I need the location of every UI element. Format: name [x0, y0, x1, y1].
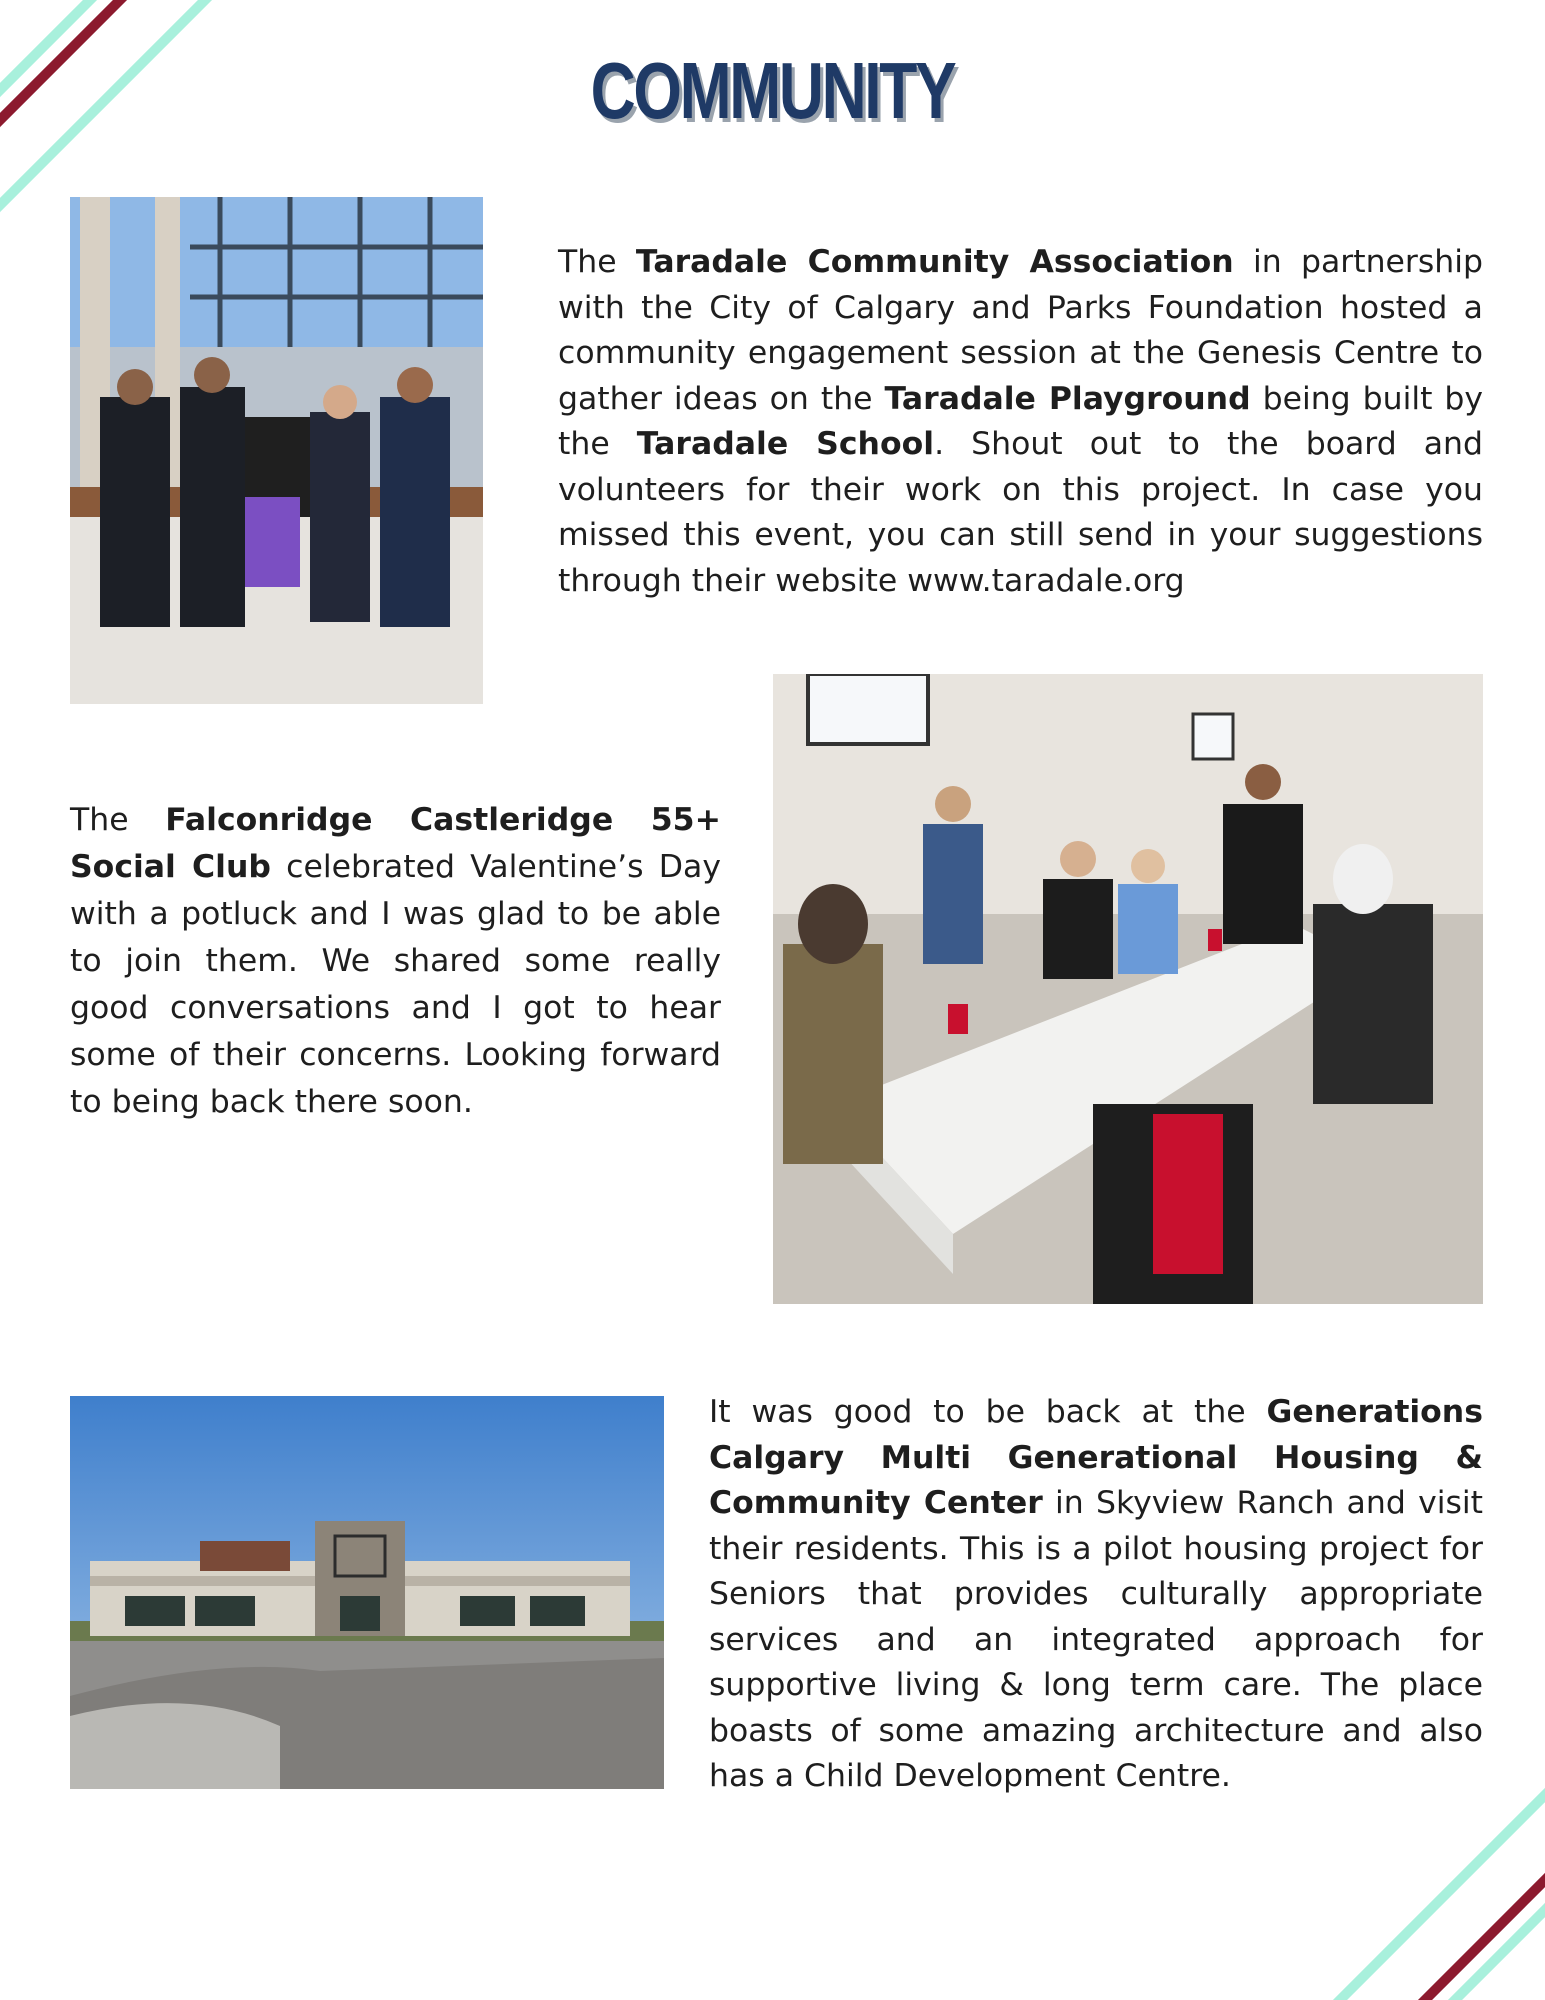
photo-seniors-potluck [773, 674, 1483, 1304]
text-span: . Shout out to the board and volunteers for their work on this project. In case you missed this event, you can still send in your suggestions through their website www.taradale.org [558, 426, 1483, 599]
text-span: in partnership with the City of Calgary and Parks Foundation hosted a community engagement session at the Genesis Centre to gather ideas on the [558, 244, 1483, 417]
highlight-taradale-school: Taradale School [636, 426, 935, 462]
highlight-taradale-community-association: Taradale Community Association [635, 244, 1234, 280]
text-span: The [558, 244, 636, 280]
text-span: The [70, 802, 166, 838]
paragraph-generations-calgary [709, 1390, 1483, 1800]
seniors-valentines-potluck-photo-icon [773, 674, 1483, 1304]
photo-taradale-playground-group [70, 197, 483, 704]
group-photo-taradale-playground-icon [70, 197, 483, 704]
paragraph-social-club-valentines [70, 797, 721, 1126]
text-span: in Skyview Ranch and visit their residents. This is a pilot housing project for Seniors that provides culturally appropriate services and an integrated approach for supportive living & long term care. The place boasts of some amazing architecture and also has a Child Development Centre. [709, 1485, 1483, 1794]
photo-generations-calgary-building [70, 1396, 664, 1789]
text-span: It was good to be back at the [709, 1394, 1267, 1430]
page-title: COMMUNITY [590, 46, 955, 135]
highlight-generations-calgary-center: Generations Calgary Multi Generational Housing & Community Center [709, 1394, 1483, 1521]
paragraph-taradale-playground [558, 240, 1483, 604]
text-span: being built by the [558, 380, 1484, 462]
highlight-falconridge-castleridge-club: Falconridge Castleridge 55+ Social Club [70, 802, 721, 885]
highlight-taradale-playground: Taradale Playground [884, 380, 1251, 417]
text-span: celebrated Valentine’s Day with a potluck and I was glad to be able to join them. We shared some really good conversations and I got to hear some of their concerns. Looking forward to being back there soon. [70, 849, 721, 1120]
community-center-building-photo-icon [70, 1396, 664, 1789]
